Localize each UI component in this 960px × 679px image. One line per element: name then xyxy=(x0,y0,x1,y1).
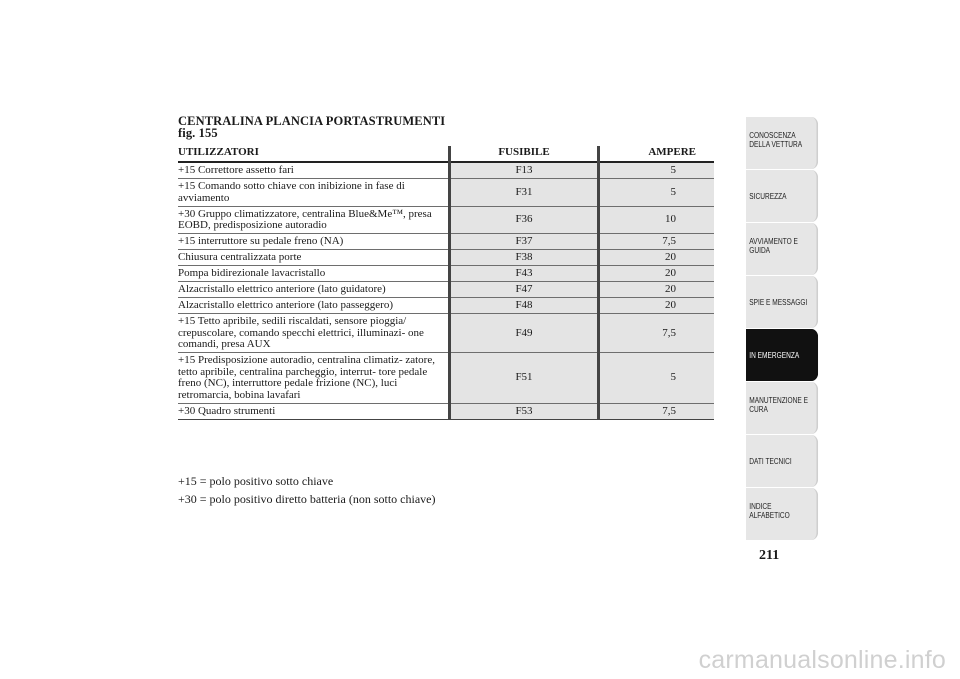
tab-label-line1: IN EMERGENZA xyxy=(749,351,800,360)
tab-sicurezza[interactable] xyxy=(746,170,818,222)
table-row xyxy=(178,266,714,282)
tab-label-line1: DATI TECNICI xyxy=(749,457,792,466)
header-utilizzatori: UTILIZZATORI xyxy=(178,146,450,162)
tab-indice-alfabetico[interactable] xyxy=(746,488,818,540)
cell-fuse: F13 xyxy=(450,162,599,179)
tab-spie-e-messaggi[interactable] xyxy=(746,276,818,328)
tab-label-line1: CONOSCENZA xyxy=(749,131,796,140)
cell-amp: 7,5 xyxy=(599,234,715,250)
cell-user: +15 Comando sotto chiave con inibizione in fase di avviamento xyxy=(178,179,450,207)
cell-amp: 10 xyxy=(599,206,715,234)
cell-fuse: F48 xyxy=(450,298,599,314)
table-row xyxy=(178,250,714,266)
cell-user: +15 Predisposizione autoradio, centralina climatiz- zatore, tetto apribile, centralina parcheggio, interrut- tore pedale freno (NC), interruttore pedale frizione (NC), luci retromarcia, bobina lavafari xyxy=(178,353,450,404)
watermark: carmanualsonline.info xyxy=(698,646,946,674)
header-ampere: AMPERE xyxy=(599,146,715,162)
cell-user: Pompa bidirezionale lavacristallo xyxy=(178,266,450,282)
tab-conoscenza-della-vettura[interactable] xyxy=(746,117,818,169)
header-fusibile: FUSIBILE xyxy=(450,146,599,162)
cell-user: +30 Gruppo climatizzatore, centralina Blue&Me™, presa EOBD, predisposizione autoradio xyxy=(178,206,450,234)
tab-label-line1: SPIE E MESSAGGI xyxy=(749,298,808,307)
section-title-line1: CENTRALINA PLANCIA PORTASTRUMENTI xyxy=(178,114,446,128)
chapter-sidebar xyxy=(746,117,818,541)
tab-label-line2: DELLA VETTURA xyxy=(749,140,803,149)
table-row xyxy=(178,298,714,314)
section-title-line2: fig. 155 xyxy=(178,126,218,140)
cell-user: +15 interruttore su pedale freno (NA) xyxy=(178,234,450,250)
cell-user: +15 Correttore assetto fari xyxy=(178,162,450,179)
table-row xyxy=(178,206,714,234)
cell-fuse: F51 xyxy=(450,353,599,404)
tab-dati-tecnici[interactable] xyxy=(746,435,818,487)
cell-amp: 5 xyxy=(599,179,715,207)
cell-amp: 20 xyxy=(599,250,715,266)
cell-user: Alzacristallo elettrico anteriore (lato guidatore) xyxy=(178,282,450,298)
table-header-row xyxy=(178,146,714,162)
table-row xyxy=(178,162,714,179)
table-row xyxy=(178,234,714,250)
cell-amp: 20 xyxy=(599,266,715,282)
cell-fuse: F31 xyxy=(450,179,599,207)
cell-user: Chiusura centralizzata porte xyxy=(178,250,450,266)
tab-label-line1: SICUREZZA xyxy=(749,192,787,201)
tab-in-emergenza[interactable] xyxy=(746,329,818,381)
table-row xyxy=(178,353,714,404)
cell-user: +15 Tetto apribile, sedili riscaldati, sensore pioggia/ crepuscolare, comando specchi elettrici, illuminazi- one comandi, presa AUX xyxy=(178,314,450,353)
tab-label-line1: INDICE xyxy=(749,502,772,511)
fuse-table xyxy=(178,146,714,420)
cell-amp: 7,5 xyxy=(599,314,715,353)
cell-amp: 5 xyxy=(599,353,715,404)
cell-fuse: F38 xyxy=(450,250,599,266)
table-row xyxy=(178,403,714,419)
tab-label-line1: MANUTENZIONE E xyxy=(749,396,808,405)
cell-amp: 5 xyxy=(599,162,715,179)
cell-amp: 20 xyxy=(599,282,715,298)
table-row xyxy=(178,179,714,207)
table-row xyxy=(178,314,714,353)
cell-fuse: F47 xyxy=(450,282,599,298)
cell-user: Alzacristallo elettrico anteriore (lato passeggero) xyxy=(178,298,450,314)
cell-amp: 20 xyxy=(599,298,715,314)
table-row xyxy=(178,282,714,298)
tab-label-line2: ALFABETICO xyxy=(749,511,790,520)
tab-label-line2: GUIDA xyxy=(749,246,771,255)
tab-avviamento-e-guida[interactable] xyxy=(746,223,818,275)
page-number: 211 xyxy=(759,548,780,563)
note-plus30: +30 = polo positivo diretto batteria (non sotto chiave) xyxy=(178,492,436,506)
cell-amp: 7,5 xyxy=(599,403,715,419)
cell-fuse: F43 xyxy=(450,266,599,282)
section-title xyxy=(178,115,558,139)
tab-manutenzione-e-cura[interactable] xyxy=(746,382,818,434)
cell-fuse: F53 xyxy=(450,403,599,419)
tab-label-line2: CURA xyxy=(749,405,768,414)
tab-label-line1: AVVIAMENTO E xyxy=(749,237,798,246)
cell-user: +30 Quadro strumenti xyxy=(178,403,450,419)
cell-fuse: F36 xyxy=(450,206,599,234)
note-plus15: +15 = polo positivo sotto chiave xyxy=(178,474,334,488)
cell-fuse: F49 xyxy=(450,314,599,353)
cell-fuse: F37 xyxy=(450,234,599,250)
